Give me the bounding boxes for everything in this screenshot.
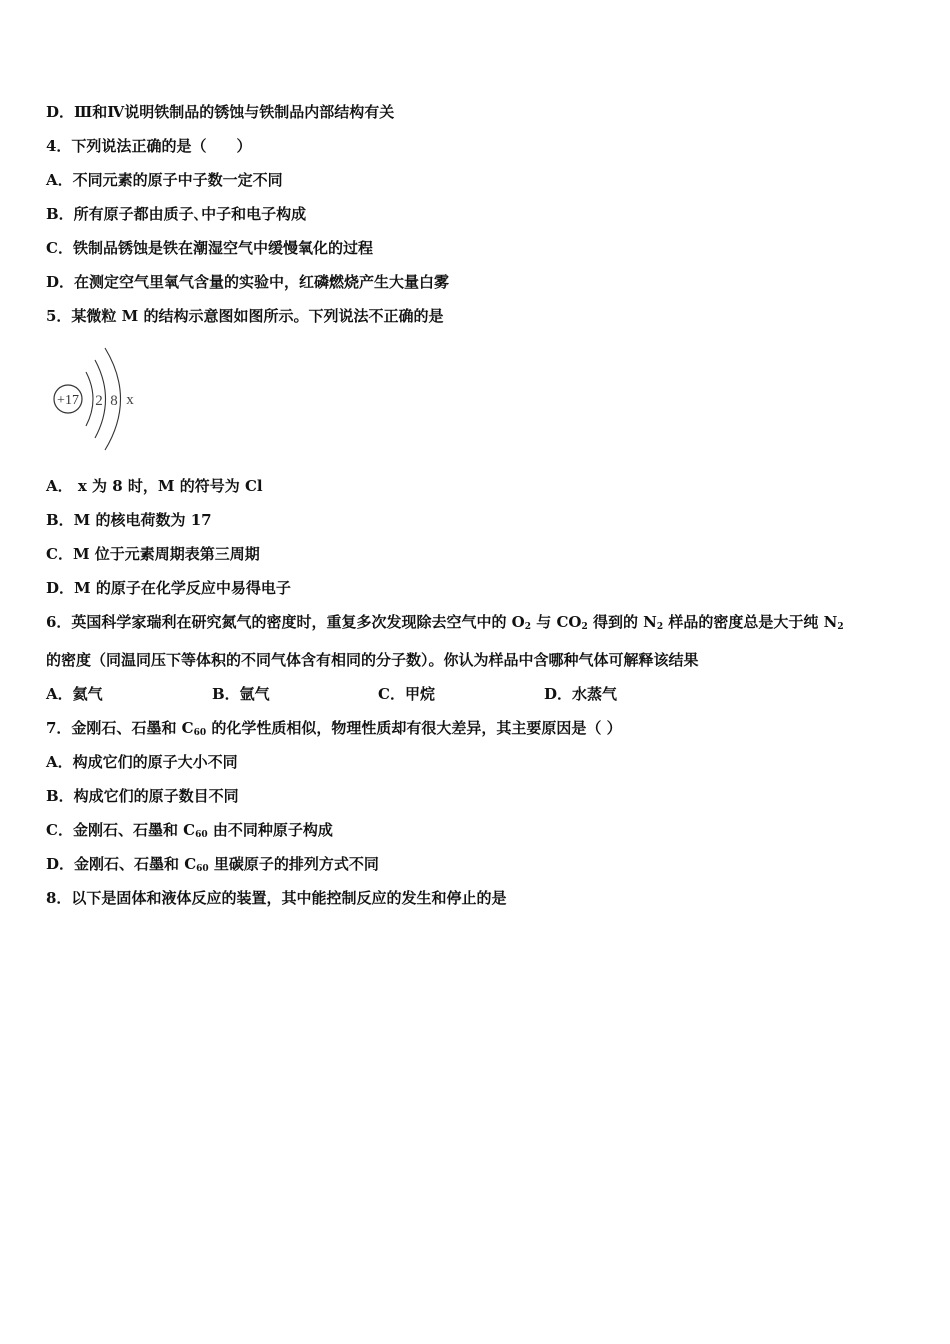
q8-stem: 8．以下是固体和液体反应的装置，其中能控制反应的发生和停止的是 xyxy=(46,889,507,907)
q5-stem: 5．某微粒 M 的结构示意图如图所示。下列说法不正确的是 xyxy=(46,307,444,325)
q6-stem-part1: 6．英国科学家瑞利在研究氮气的密度时，重复多次发现除去空气中的 O xyxy=(46,613,525,631)
q6-stem-part2: 与 CO xyxy=(531,613,582,631)
q6-options-row xyxy=(46,684,710,704)
q4-stem: 4．下列说法正确的是（ ） xyxy=(46,137,252,155)
q6-stem-line2: 的密度（同温同压下等体积的不同气体含有相同的分子数）。你认为样品中含哪种气体可解释该结果 xyxy=(46,651,699,669)
shell-2-electrons: 8 xyxy=(110,393,118,409)
q7-option-b: B．构成它们的原子数目不同 xyxy=(46,787,239,805)
q6-subscript-4: 2 xyxy=(837,622,844,632)
q7-option-c-part2: 由不同种原子构成 xyxy=(207,821,333,839)
q7-option-a: A．构成它们的原子大小不同 xyxy=(46,753,238,771)
atomic-structure-diagram xyxy=(48,342,148,454)
q7-stem-part1: 7．金刚石、石墨和 C xyxy=(46,719,194,737)
q7-option-d xyxy=(46,854,379,879)
q6-option-a: A．氦气 xyxy=(46,685,103,703)
q6-subscript-3: 2 xyxy=(656,622,664,632)
q7-stem-part2: 的化学性质相似，物理性质却有很大差异，其主要原因是（ ） xyxy=(206,719,622,737)
nucleus-charge: +17 xyxy=(57,393,79,408)
q7-option-c xyxy=(46,820,333,845)
q6-option-c: C．甲烷 xyxy=(378,685,435,703)
q3-option-d: D．Ⅲ和Ⅳ说明铁制品的锈蚀与铁制品内部结构有关 xyxy=(46,103,395,121)
shell-1-electrons: 2 xyxy=(95,393,103,409)
q4-option-d: D．在测定空气里氧气含量的实验中，红磷燃烧产生大量白雾 xyxy=(46,273,450,291)
q7-option-c-part1: C．金刚石、石墨和 C xyxy=(46,821,196,839)
q6-subscript-1: 2 xyxy=(524,622,531,632)
q4-option-a: A．不同元素的原子中子数一定不同 xyxy=(46,171,283,189)
q7-option-c-subscript: 60 xyxy=(195,830,208,840)
q6-stem-part4: 样品的密度总是大于纯 N xyxy=(663,613,838,631)
shell-3-electrons: x xyxy=(126,392,134,408)
q7-option-d-part1: D．金刚石、石墨和 C xyxy=(46,855,197,873)
shell-arc-1 xyxy=(86,372,93,426)
q6-stem-part3: 得到的 N xyxy=(587,613,657,631)
q6-option-b: B．氩气 xyxy=(212,685,270,703)
q6-stem-line1 xyxy=(46,612,844,637)
q5-option-b: B．M 的核电荷数为 17 xyxy=(46,511,212,529)
q6-option-d: D．水蒸气 xyxy=(544,685,618,703)
q5-option-d: D．M 的原子在化学反应中易得电子 xyxy=(46,579,291,597)
q7-stem xyxy=(46,718,622,743)
q5-option-a: A． x 为 8 时，M 的符号为 Cl xyxy=(46,477,263,495)
q4-option-b: B．所有原子都由质子､中子和电子构成 xyxy=(46,205,307,223)
q7-stem-subscript: 60 xyxy=(193,728,207,738)
q7-option-d-part2: 里碳原子的排列方式不同 xyxy=(208,855,379,873)
q5-option-c: C．M 位于元素周期表第三周期 xyxy=(46,545,260,563)
q4-option-c: C．铁制品锈蚀是铁在潮湿空气中缓慢氧化的过程 xyxy=(46,239,373,257)
q6-subscript-2: 2 xyxy=(581,622,588,632)
q7-option-d-subscript: 60 xyxy=(196,864,209,874)
